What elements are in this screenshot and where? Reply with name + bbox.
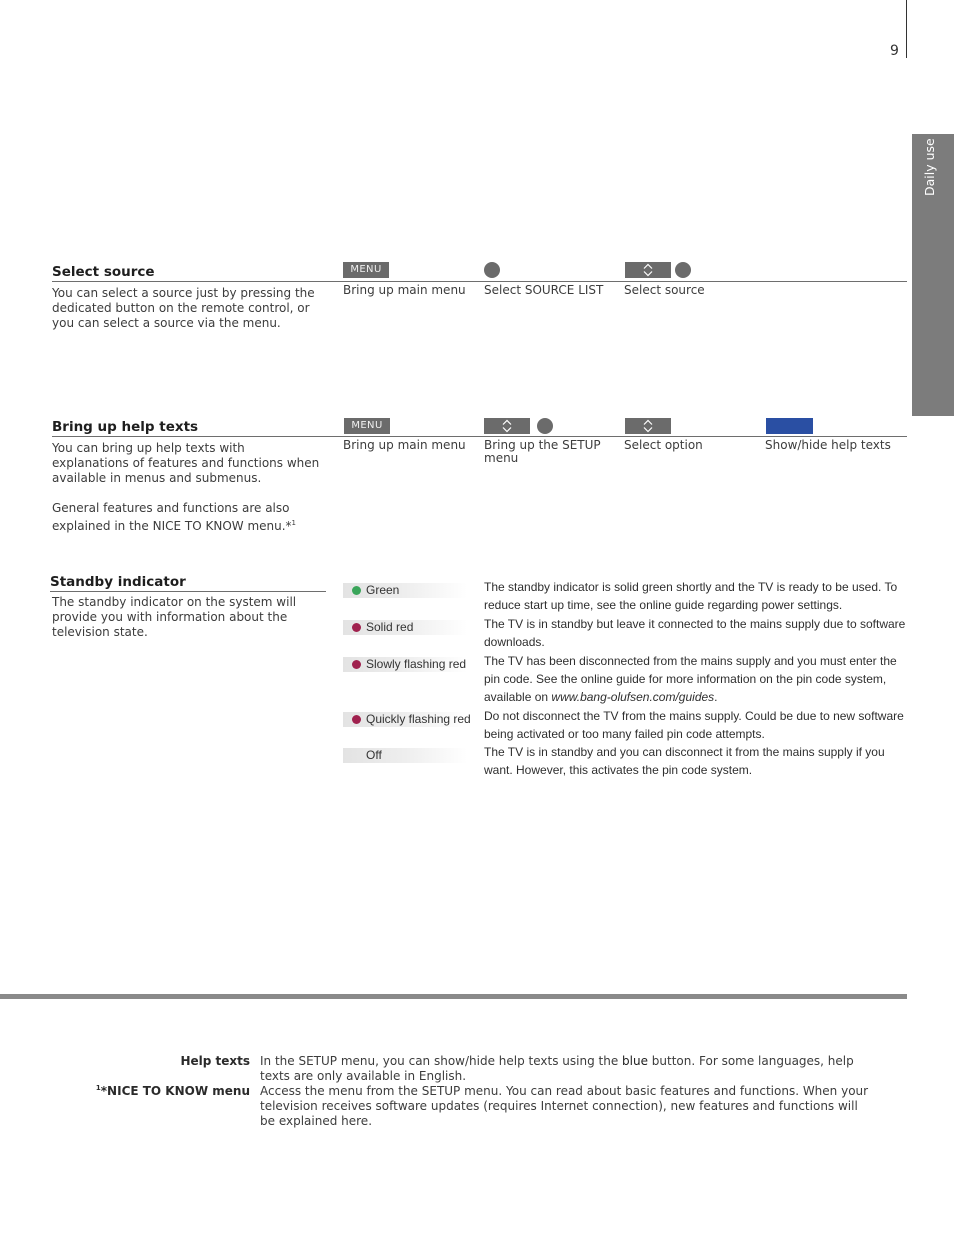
help-texts-body-2: General features and functions are also explained in the NICE TO KNOW menu.*$^1$	[52, 501, 297, 533]
help-texts-body: You can bring up help texts with explanations of features and functions when available in menus and submenus.	[52, 441, 320, 485]
indicator-description: The TV is in standby and you can disconnect it from the mains supply if you want. However, this activates the pin code system.	[484, 745, 885, 777]
page-number: 9	[890, 43, 899, 59]
round-button-icon	[675, 262, 691, 278]
select-source-rule	[52, 281, 907, 282]
up-down-arrow-icon	[625, 262, 671, 278]
indicator-slowly-flashing-red: Slowly flashing red	[343, 657, 467, 672]
chapter-tab-label: Daily use	[922, 138, 937, 196]
indicator-quickly-flashing-red: Quickly flashing red	[343, 712, 467, 727]
footnote-term: Help texts	[180, 1054, 250, 1068]
help-texts-title: Bring up help texts	[52, 419, 199, 435]
green-dot-icon	[352, 586, 361, 595]
indicator-description: The TV has been disconnected from the mains supply and you must enter the pin code. See the online guide for more information on the pin code system, available on www.bang-olufsen.com/guides.	[484, 654, 897, 704]
menu-button: MENU	[344, 418, 390, 434]
step-caption: Bring up the SETUP menu	[484, 438, 601, 465]
step-caption: Select source	[624, 283, 705, 297]
step-caption: Show/hide help texts	[765, 438, 891, 452]
round-button-icon	[537, 418, 553, 434]
red-dot-icon	[352, 623, 361, 632]
blue-button-icon	[766, 418, 813, 434]
red-dot-icon	[352, 715, 361, 724]
step-caption: Bring up main menu	[343, 438, 466, 452]
chapter-tab	[912, 134, 954, 416]
indicator-description: The TV is in standby but leave it connected to the mains supply due to software downloads.	[484, 617, 906, 649]
indicator-description: The standby indicator is solid green shortly and the TV is ready to be used. To reduce start up time, see the online guide regarding power settings.	[484, 580, 898, 612]
up-down-arrow-icon	[625, 418, 671, 434]
guides-link[interactable]: www.bang-olufsen.com/guides	[551, 690, 715, 704]
step-caption: Select option	[624, 438, 703, 452]
red-dot-icon	[352, 660, 361, 669]
up-down-arrow-icon	[484, 418, 530, 434]
header-rule	[906, 0, 907, 58]
indicator-green: Green	[343, 583, 467, 598]
footnote-definition: Access the menu from the SETUP menu. You can read about basic features and functions. When your television receives software updates (requires Internet connection), new features and functions will be explained here.	[260, 1084, 869, 1128]
standby-rule	[50, 591, 326, 592]
round-button-icon	[484, 262, 500, 278]
step-caption: Select SOURCE LIST	[484, 283, 604, 297]
standby-title: Standby indicator	[50, 574, 186, 590]
indicator-description: Do not disconnect the TV from the mains supply. Could be due to new software being activated or too many failed pin code attempts.	[484, 709, 904, 741]
menu-button: MENU	[343, 262, 389, 278]
footer-rule	[0, 994, 907, 999]
step-caption: Bring up main menu	[343, 283, 466, 297]
footnote-definition: In the SETUP menu, you can show/hide help texts using the blue button. For some languages, help texts are only available in English.	[260, 1054, 854, 1083]
select-source-body: You can select a source just by pressing the dedicated button on the remote control, or you can select a source via the menu.	[52, 286, 315, 330]
select-source-title: Select source	[52, 264, 155, 280]
indicator-solid-red: Solid red	[343, 620, 467, 635]
standby-body: The standby indicator on the system will provide you with information about the television state.	[52, 595, 297, 639]
footnote-term: $^1$*NICE TO KNOW menu	[95, 1084, 250, 1098]
indicator-off: Off	[343, 748, 467, 763]
help-texts-rule	[52, 436, 907, 437]
